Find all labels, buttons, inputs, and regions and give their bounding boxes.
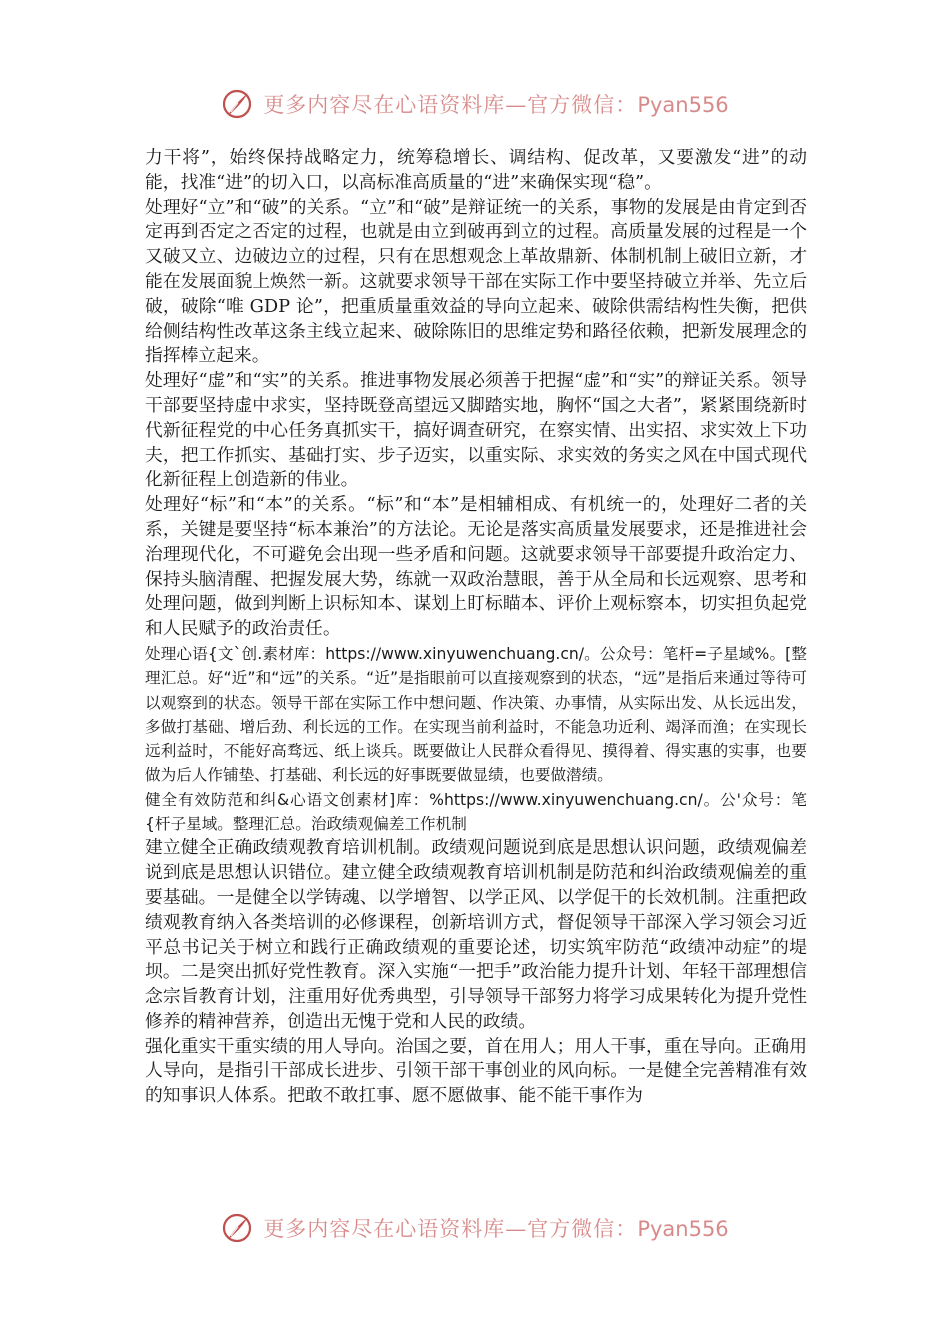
document-body	[145, 146, 807, 1109]
quill-logo-icon	[221, 1212, 253, 1244]
paragraph: 处理好“立”和“破”的关系。“立”和“破”是辩证统一的关系，事物的发展是由肯定到否定再到否定之否定的过程，也就是由立到破再到立的过程。高质量发展的过程是一个又破又立、边破边立的过程，只有在思想观念上革故鼎新、体制机制上破旧立新，才能在发展面貌上焕然一新。这就要求领导干部在实际工作中要坚持破立并举、先立后破，破除“唯 GDP 论”，把重质量重效益的导向立起来、破除供需结构性失衡，把供给侧结构性改革这条主线立起来、破除陈旧的思维定势和路径依赖，把新发展理念的指挥棒立起来。	[145, 196, 807, 367]
footer-watermark	[0, 1208, 950, 1248]
paragraph: 处理心语{文`创.素材库：https://www.xinyuwenchuang.cn/。公众号：笔杆=子星域%。[整理汇总。好“近”和“远”的关系。“近”是指眼前可以直接观察到的状态，“远”是指后来通过等待可以观察到的状态。领导干部在实际工作中想问题、作决策、办事情，从实际出发、从长远出发，多做打基础、增后劲、利长远的工作。在实现当前利益时，不能急功近利、竭泽而渔；在实现长远利益时，不能好高骛远、纸上谈兵。既要做让人民群众看得见、摸得着、得实惠的实事，也要做为后人作铺垫、打基础、利长远的好事既要做显绩，也要做潜绩。	[145, 644, 807, 785]
paragraph: 处理好“标”和“本”的关系。“标”和“本”是相辅相成、有机统一的，处理好二者的关系，关键是要坚持“标本兼治”的方法论。无论是落实高质量发展要求，还是推进社会治理现代化，不可避免会出现一些矛盾和问题。这就要求领导干部要提升政治定力、保持头脑清醒、把握发展大势，练就一双政治慧眼，善于从全局和长远观察、思考和处理问题，做到判断上识标知本、谋划上盯标瞄本、评价上观标察本，切实担负起党和人民赋予的政治责任。	[145, 494, 807, 640]
header-watermark	[0, 84, 950, 124]
watermark-text: 更多内容尽在心语资料库—官方微信：Pyan556	[263, 93, 729, 117]
paragraph: 建立健全正确政绩观教育培训机制。政绩观问题说到底是思想认识问题，政绩观偏差说到底是思想认识错位。建立健全政绩观教育培训机制是防范和纠治政绩观偏差的重要基础。一是健全以学铸魂、以学增智、以学正风、以学促干的长效机制。注重把政绩观教育纳入各类培训的必修课程，创新培训方式，督促领导干部深入学习领会习近平总书记关于树立和践行正确政绩观的重要论述，切实筑牢防范“政绩冲动症”的堤坝。二是突出抓好党性教育。深入实施“一把手”政治能力提升计划、年轻干部理想信念宗旨教育计划，注重用好优秀典型，引导领导干部努力将学习成果转化为提升党性修养的精神营养，创造出无愧于党和人民的政绩。	[145, 837, 807, 1032]
paragraph: 力干将”，始终保持战略定力，统筹稳增长、调结构、促改革，又要激发“进”的动能，找准“进”的切入口，以高标准高质量的“进”来确保实现“稳”。	[145, 147, 807, 193]
paragraph: 处理好“虚”和“实”的关系。推进事物发展必须善于把握“虚”和“实”的辩证关系。领导干部要坚持虚中求实，坚持既登高望远又脚踏实地，胸怀“国之大者”，紧紧围绕新时代新征程党的中心任务真抓实干，搞好调查研究，在察实情、出实招、求实效上下功夫，把工作抓实、基础打实、步子迈实，以重实际、求实效的务实之风在中国式现代化新征程上创造新的伟业。	[145, 370, 807, 491]
watermark-text: 更多内容尽在心语资料库—官方微信：Pyan556	[263, 1217, 729, 1241]
section-heading: 健全有效防范和纠&心语文创素材]库：%https://www.xinyuwenchuang.cn/。公'众号：笔{杆子星域。整理汇总。治政绩观偏差工作机制	[145, 790, 807, 834]
paragraph: 强化重实干重实绩的用人导向。治国之要，首在用人；用人干事，重在导向。正确用人导向，是指引干部成长进步、引领干部干事创业的风向标。一是健全完善精准有效的知事识人体系。把敢不敢扛事、愿不愿做事、能不能干事作为	[145, 1035, 807, 1107]
quill-logo-icon	[221, 88, 253, 120]
